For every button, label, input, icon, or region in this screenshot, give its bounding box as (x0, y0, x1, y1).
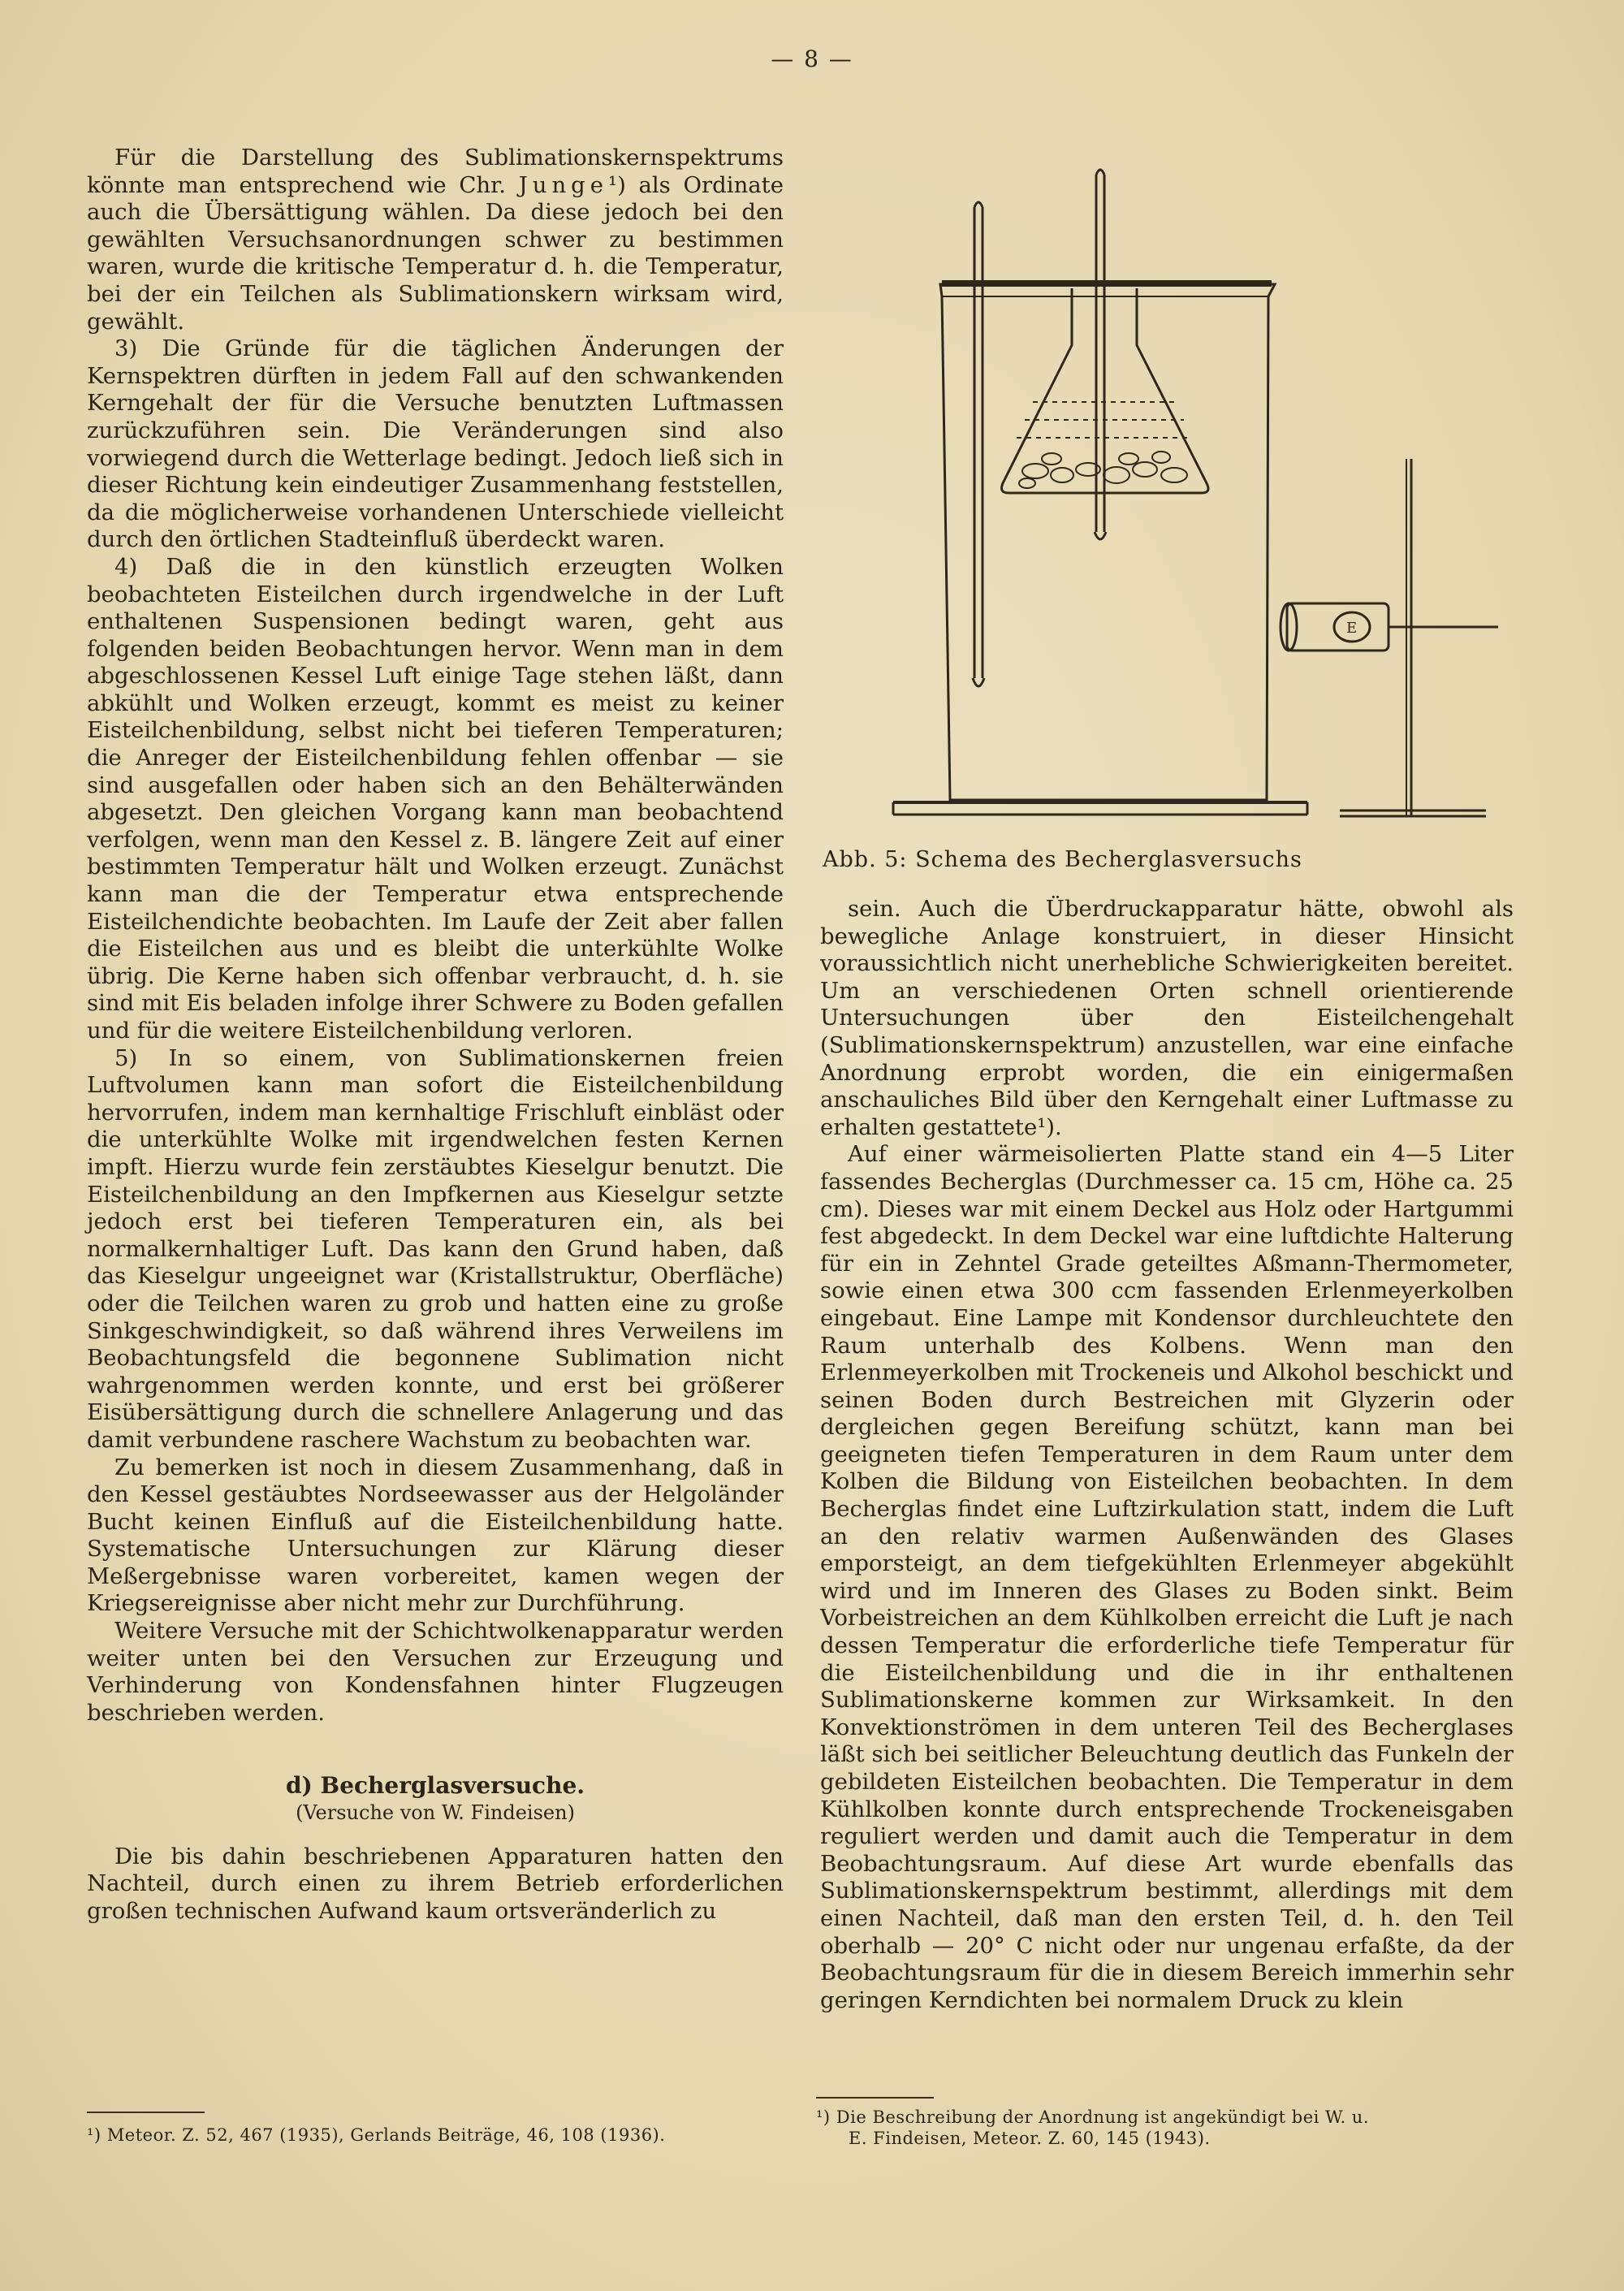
footnote-line: E. Findeisen, Meteor. Z. 60, 145 (1943). (849, 2129, 1211, 2148)
paragraph: Zu bemerken ist noch in diesem Zusammenhang, daß in den Kessel gestäubtes Nordseewasser aus der Helgoländer Bucht keinen Einfluß auf die Eisteilchenbildung hatte. Systematische Untersuchungen zur Klärung dieser Meßergebnisse waren vorbereitet, kamen wegen der Kriegsereignisse aber nicht mehr zur Durchführung. (87, 1454, 784, 1617)
lamp-label: E (1346, 620, 1358, 637)
footnote-left: ¹) Meteor. Z. 52, 467 (1935), Gerlands Beiträge, 46, 108 (1936). (87, 2125, 666, 2145)
thermometer-left (973, 202, 984, 686)
left-column (87, 145, 784, 1925)
stand-foot (1340, 810, 1486, 816)
paragraph: Auf einer wärmeisolierten Platte stand ein 4—5 Liter fassendes Becherglas (Durchmesser ca. 15 cm, Höhe ca. 25 cm). Dieses war mit einem Deckel aus Holz oder Hartgummi fest abgedeckt. In dem Deckel war eine luftdichte Halterung für ein in Zehntel Grade geteiltes Aßmann-Thermometer, sowie einen etwa 300 ccm fassenden Erlenmeyerkolben eingebaut. Eine Lampe mit Kondensor durchleuchtete den Raum unterhalb des Kolbens. Wenn man den Erlenmeyerkolben mit Trockeneis und Alkohol beschickt und seinen Boden durch Bestreichen mit Glyzerin oder dergleichen gegen Bereifung schützt, kann man bei geeigneten tiefen Temperaturen in dem Raum unter dem Kolben die Bildung von Eisteilchen beobachten. In dem Becherglas findet eine Luftzirkulation statt, indem die Luft an den relativ warmen Außenwänden des Glases emporsteigt, an dem tiefgekühlten Erlenmeyer abgekühlt wird und im Inneren des Glases zu Boden sinkt. Beim Vorbeistreichen an dem Kühlkolben erreicht die Luft je nach dessen Temperatur die erforderliche tiefe Temperatur für die Eisteilchenbildung und die in ihr enthaltenen Sublimationskerne kommen zur Wirksamkeit. In den Konvektionströmen in dem unteren Teil des Becherglases läßt sich bei seitlicher Beleuchtung deutlich das Funkeln der gebildeten Eisteilchen beobachten. Die Temperatur in dem Kühlkolben konnte durch entsprechende Trockeneisgaben reguliert werden und damit auch die Temperatur in dem Beobachtungsraum. Auf diese Art wurde ebenfalls das Sublimationskernspektrum bestimmt, allerdings mit dem einen Nachteil, daß man den ersten Teil, d. h. den Teil oberhalb — 20° C nicht oder nur ungenau erfaßte, da der Beobachtungsraum für die in diesem Bereich immerhin sehr geringen Kerndichten bei normalem Druck zu klein (820, 1141, 1514, 2013)
footnote-line: ¹) Die Beschreibung der Anordnung ist angekündigt bei W. u. (816, 2107, 1369, 2127)
footnote-rule (87, 2112, 205, 2113)
right-column (820, 896, 1514, 2014)
page-number: — 8 — (771, 45, 853, 72)
paragraph: Weitere Versuche mit der Schichtwolkenapparatur werden weiter unten bei den Versuchen zur Erzeugung und Verhinderung von Kondensfahnen hinter Flugzeugen beschrieben werden. (87, 1618, 784, 1726)
paragraph-text: Für die Darstellung des Sublimationskernspektrums könnte man entsprechend wie Chr. (87, 145, 784, 198)
paragraph: sein. Auch die Überdruckapparatur hätte, obwohl als bewegliche Anlage konstruiert, in dieser Hinsicht voraussichtlich nicht unerhebliche Schwierigkeiten bereitet. Um an verschiedenen Orten schnell orientierende Untersuchungen über den Eisteilchengehalt (Sublimationskernspektrum) anzustellen, war eine einfache Anordnung erprobt worden, die ein einigermaßen anschauliches Bild über den Kerngehalt einer Luftmasse zu erhalten gestattete¹). (820, 896, 1514, 1140)
figure-caption: Abb. 5: Schema des Becherglasversuchs (823, 847, 1302, 872)
paragraph (87, 145, 784, 335)
footnote-rule (816, 2097, 934, 2099)
paragraph: Die bis dahin beschriebenen Apparaturen hatten den Nachteil, durch einen zu ihrem Betrieb erforderlichen großen technischen Aufwand kaum ortsveränderlich zu (87, 1843, 784, 1924)
thermometer-center (1095, 170, 1106, 539)
paragraph: 3) Die Gründe für die täglichen Änderungen der Kernspektren dürften in jedem Fall auf den schwankenden Kerngehalt der für die Versuche benutzten Luftmassen zurückzuführen sein. Die Veränderungen sind also vorwiegend durch die Wetterlage bedingt. Jedoch ließ sich in dieser Richtung kein eindeutiger Zusammenhang feststellen, da die möglicherweise vorhandenen Unterschiede vielleicht durch den örtlichen Stadteinfluß überdeckt waren. (87, 335, 784, 553)
paragraph: 4) Daß die in den künstlich erzeugten Wolken beobachteten Eisteilchen durch irgendwelche in der Luft enthaltenen Suspensionen bedingt waren, geht aus folgenden beiden Beobachtungen hervor. Wenn man in dem abgeschlossenen Kessel Luft einige Tage stehen läßt, dann abkühlt und Wolken erzeugt, kommt es meist zu keiner Eisteilchenbildung, selbst nicht bei tieferen Temperaturen; die Anreger der Eisteilchenbildung fehlen offenbar — sie sind ausgefallen oder haben sich an den Behälterwänden abgesetzt. Den gleichen Vorgang kann man beobachtend verfolgen, wenn man den Kessel z. B. längere Zeit auf einer bestimmten Temperatur hält und Wolken erzeugt. Zunächst kann man die der Temperatur etwa entsprechende Eisteilchendichte beobachten. Im Laufe der Zeit aber fallen die Eisteilchen aus und es bleibt die unterkühlte Wolke übrig. Die Kerne haben sich offenbar verbraucht, d. h. sie sind mit Eis beladen infolge ihrer Schwere zu Boden gefallen und für die weitere Eisteilchenbildung verloren. (87, 553, 784, 1044)
paragraph-text: ¹) als Ordinate auch die Übersättigung wählen. Da diese jedoch bei den gewählten Versuchsanordnungen schwer zu bestimmen waren, wurde die kritische Temperatur d. h. die Temperatur, bei der ein Teilchen als Sublimationskern wirksam wird, gewählt. (87, 171, 784, 335)
footnote-right (816, 2107, 1531, 2149)
lamp-housing (1287, 603, 1389, 651)
author-name: Junge (518, 171, 609, 198)
section-subheading: (Versuche von W. Findeisen) (296, 1801, 575, 1825)
figure-drawing (820, 158, 1535, 832)
lid (942, 280, 1272, 287)
beaker-outline (940, 284, 1275, 800)
paragraph: 5) In so einem, von Sublimationskernen freien Luftvolumen kann man sofort die Eisteilchenbildung hervorrufen, indem man kernhaltige Frischluft einbläst oder die unterkühlte Wolke mit irgendwelchen festen Kernen impft. Hierzu wurde fein zerstäubtes Kieselgur benutzt. Die Eisteilchenbildung an den Impfkernen aus Kieselgur setzte jedoch erst bei tieferen Temperaturen ein, als bei normalkernhaltiger Luft. Das kann den Grund haben, daß das Kieselgur ungeeignet war (Kristallstruktur, Oberfläche) oder die Teilchen waren zu grob und hatten eine zu große Sinkgeschwindigkeit, so daß während ihres Verweilens im Beobachtungsfeld die begonnene Sublimation nicht wahrgenommen werden konnte, und erst bei größerer Eisübersättigung durch die schnellere Anlagerung und das damit verbundene raschere Wachstum zu beobachten war. (87, 1044, 784, 1453)
figure-beaker-schema (820, 158, 1535, 832)
section-heading: d) Becherglasversuche. (285, 1772, 585, 1800)
